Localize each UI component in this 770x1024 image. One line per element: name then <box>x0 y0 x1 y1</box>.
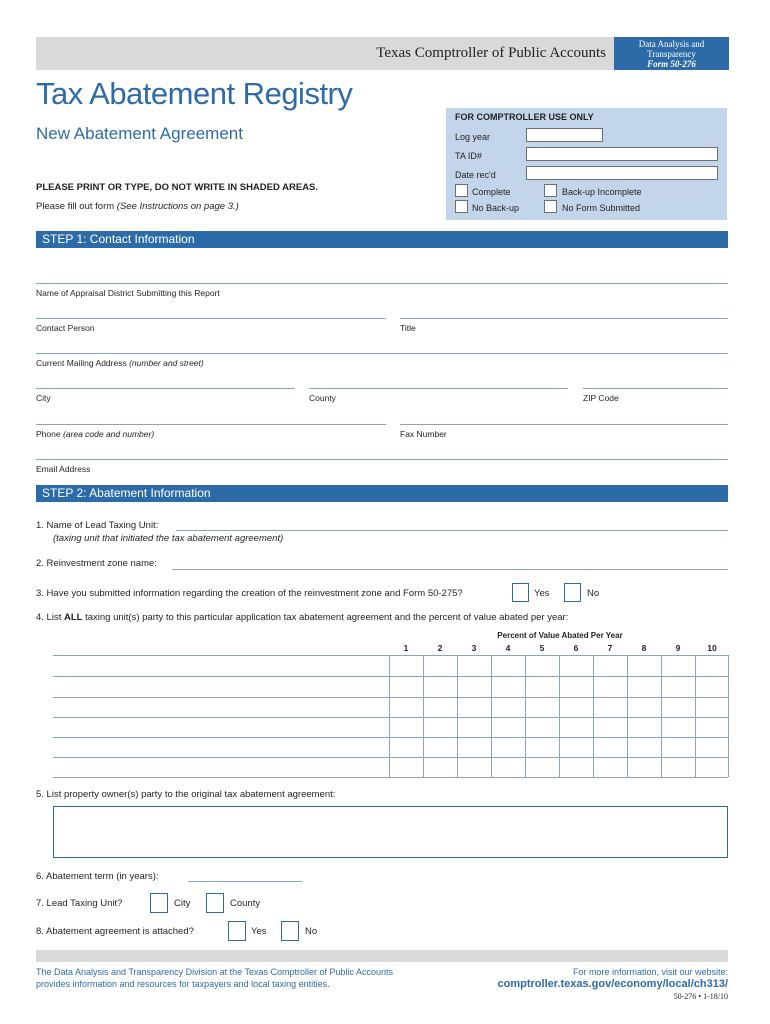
q7-county-label: County <box>230 898 261 909</box>
email-field[interactable] <box>36 459 728 460</box>
q7-city-label: City <box>174 898 191 909</box>
contact-label: Contact Person <box>36 323 95 333</box>
footer-description <box>36 966 393 990</box>
contact-field[interactable] <box>36 318 386 319</box>
no-form-label: No Form Submitted <box>562 203 641 213</box>
page-title: Tax Abatement Registry <box>36 76 353 111</box>
complete-label: Complete <box>472 187 511 197</box>
table-col-line <box>559 655 560 777</box>
page-subtitle: New Abatement Agreement <box>36 124 243 143</box>
q4-prefix: 4. List <box>36 612 64 623</box>
address-field[interactable] <box>36 353 728 354</box>
footer-bar <box>36 950 728 962</box>
table-col-line <box>728 655 729 777</box>
q3-no-checkbox[interactable] <box>564 583 581 602</box>
q8-yes-checkbox[interactable] <box>228 921 246 941</box>
appraisal-label: Name of Appraisal District Submitting this Report <box>36 288 220 298</box>
col-8: 8 <box>641 643 647 653</box>
fill-note <box>36 201 239 212</box>
lead-unit-field[interactable] <box>176 530 728 531</box>
complete-checkbox[interactable] <box>455 184 468 197</box>
log-year-field[interactable] <box>526 128 603 142</box>
agency-name: Texas Comptroller of Public Accounts <box>376 45 606 61</box>
ta-id-label: TA ID# <box>455 151 482 161</box>
form-code: 50-276 • 1-18/10 <box>673 992 728 1001</box>
city-field[interactable] <box>36 388 295 389</box>
ta-id-field[interactable] <box>526 147 718 161</box>
col-1: 1 <box>403 643 409 653</box>
q4-suffix: taxing unit(s) party to this particular application tax abatement agreement and the percent of value abated per year: <box>82 612 569 623</box>
q8-no-checkbox[interactable] <box>281 921 299 941</box>
col-7: 7 <box>607 643 613 653</box>
table-col-line <box>389 655 390 777</box>
q8-no-label: No <box>305 926 318 937</box>
q1-sub: (taxing unit that initiated the tax abatement agreement) <box>53 533 284 544</box>
fax-field[interactable] <box>400 424 728 425</box>
county-label: County <box>309 393 336 403</box>
email-label: Email Address <box>36 464 91 474</box>
no-backup-label: No Back-up <box>472 203 520 213</box>
phone-label <box>36 429 154 439</box>
address-label <box>36 358 204 368</box>
comptroller-title: FOR COMPTROLLER USE ONLY <box>455 112 594 122</box>
website-link[interactable]: comptroller.texas.gov/economy/local/ch313/ <box>497 978 728 990</box>
no-backup-checkbox[interactable] <box>455 200 468 213</box>
fill-italic: (See Instructions on page 3.) <box>116 201 239 212</box>
q6-label: 6. Abatement term (in years): <box>36 871 159 882</box>
date-recd-label: Date rec'd <box>455 170 496 180</box>
table-col-line <box>627 655 628 777</box>
phone-field[interactable] <box>36 424 386 425</box>
zip-label: ZIP Code <box>583 393 619 403</box>
appraisal-field[interactable] <box>36 283 728 284</box>
table-col-line <box>423 655 424 777</box>
print-note: PLEASE PRINT OR TYPE, DO NOT WRITE IN SHADED AREAS. <box>36 182 319 193</box>
fill-prefix: Please fill out form <box>36 201 117 212</box>
col-10: 10 <box>707 643 717 653</box>
col-5: 5 <box>539 643 545 653</box>
col-6: 6 <box>573 643 579 653</box>
q7-city-checkbox[interactable] <box>150 893 168 913</box>
footer-line-1: The Data Analysis and Transparency Division at the Texas Comptroller of Public Accounts <box>36 967 394 977</box>
table-col-line <box>593 655 594 777</box>
q7-label: 7. Lead Taxing Unit? <box>36 898 123 909</box>
step2-header: STEP 2: Abatement Information <box>36 485 728 502</box>
phone-hint: (area code and number) <box>62 429 155 439</box>
zone-name-field[interactable] <box>172 569 728 570</box>
table-col-line <box>525 655 526 777</box>
abatement-term-field[interactable] <box>188 881 302 882</box>
date-recd-field[interactable] <box>526 166 718 180</box>
backup-incomplete-label: Back-up Incomplete <box>562 187 642 197</box>
table-row-line <box>53 777 728 778</box>
q3-label: 3. Have you submitted information regarding the creation of the reinvestment zone and Form 50-275? <box>36 588 463 599</box>
col-3: 3 <box>471 643 477 653</box>
footer-website <box>498 966 728 990</box>
phone-text: Phone <box>36 429 63 439</box>
address-text: Current Mailing Address <box>36 358 130 368</box>
percent-header: Percent of Value Abated Per Year <box>497 631 623 640</box>
form-number: Form 50-276 <box>647 59 696 69</box>
title-label: Title <box>400 323 416 333</box>
q5-label: 5. List property owner(s) party to the original tax abatement agreement: <box>36 789 336 800</box>
property-owners-field[interactable] <box>53 806 728 858</box>
footer-line-2: provides information and resources for taxpayers and local taxing entities. <box>36 979 330 989</box>
zip-field[interactable] <box>583 388 728 389</box>
q1-label: 1. Name of Lead Taxing Unit: <box>36 520 159 531</box>
col-4: 4 <box>505 643 511 653</box>
step1-header: STEP 1: Contact Information <box>36 231 728 248</box>
q7-county-checkbox[interactable] <box>206 893 224 913</box>
table-col-line <box>695 655 696 777</box>
col-9: 9 <box>675 643 681 653</box>
q3-no-label: No <box>587 588 600 599</box>
division-name: Data Analysis and Transparency <box>638 39 705 59</box>
city-label: City <box>36 393 51 403</box>
q3-yes-label: Yes <box>534 588 550 599</box>
no-form-checkbox[interactable] <box>544 200 557 213</box>
backup-incomplete-checkbox[interactable] <box>544 184 557 197</box>
table-col-line <box>661 655 662 777</box>
fax-label: Fax Number <box>400 429 447 439</box>
q2-label: 2. Reinvestment zone name: <box>36 558 157 569</box>
q8-yes-label: Yes <box>251 926 267 937</box>
log-year-label: Log year <box>455 132 491 142</box>
col-2: 2 <box>437 643 443 653</box>
q4-bold: ALL <box>64 612 83 623</box>
q4-label <box>36 612 568 623</box>
table-col-line <box>457 655 458 777</box>
division-box <box>614 37 729 70</box>
q3-yes-checkbox[interactable] <box>512 583 529 602</box>
county-field[interactable] <box>309 388 568 389</box>
table-col-line <box>491 655 492 777</box>
footer-more-info: For more information, visit our website: <box>572 967 728 977</box>
address-hint: (number and street) <box>129 358 204 368</box>
q8-label: 8. Abatement agreement is attached? <box>36 926 194 937</box>
title-field[interactable] <box>400 318 728 319</box>
